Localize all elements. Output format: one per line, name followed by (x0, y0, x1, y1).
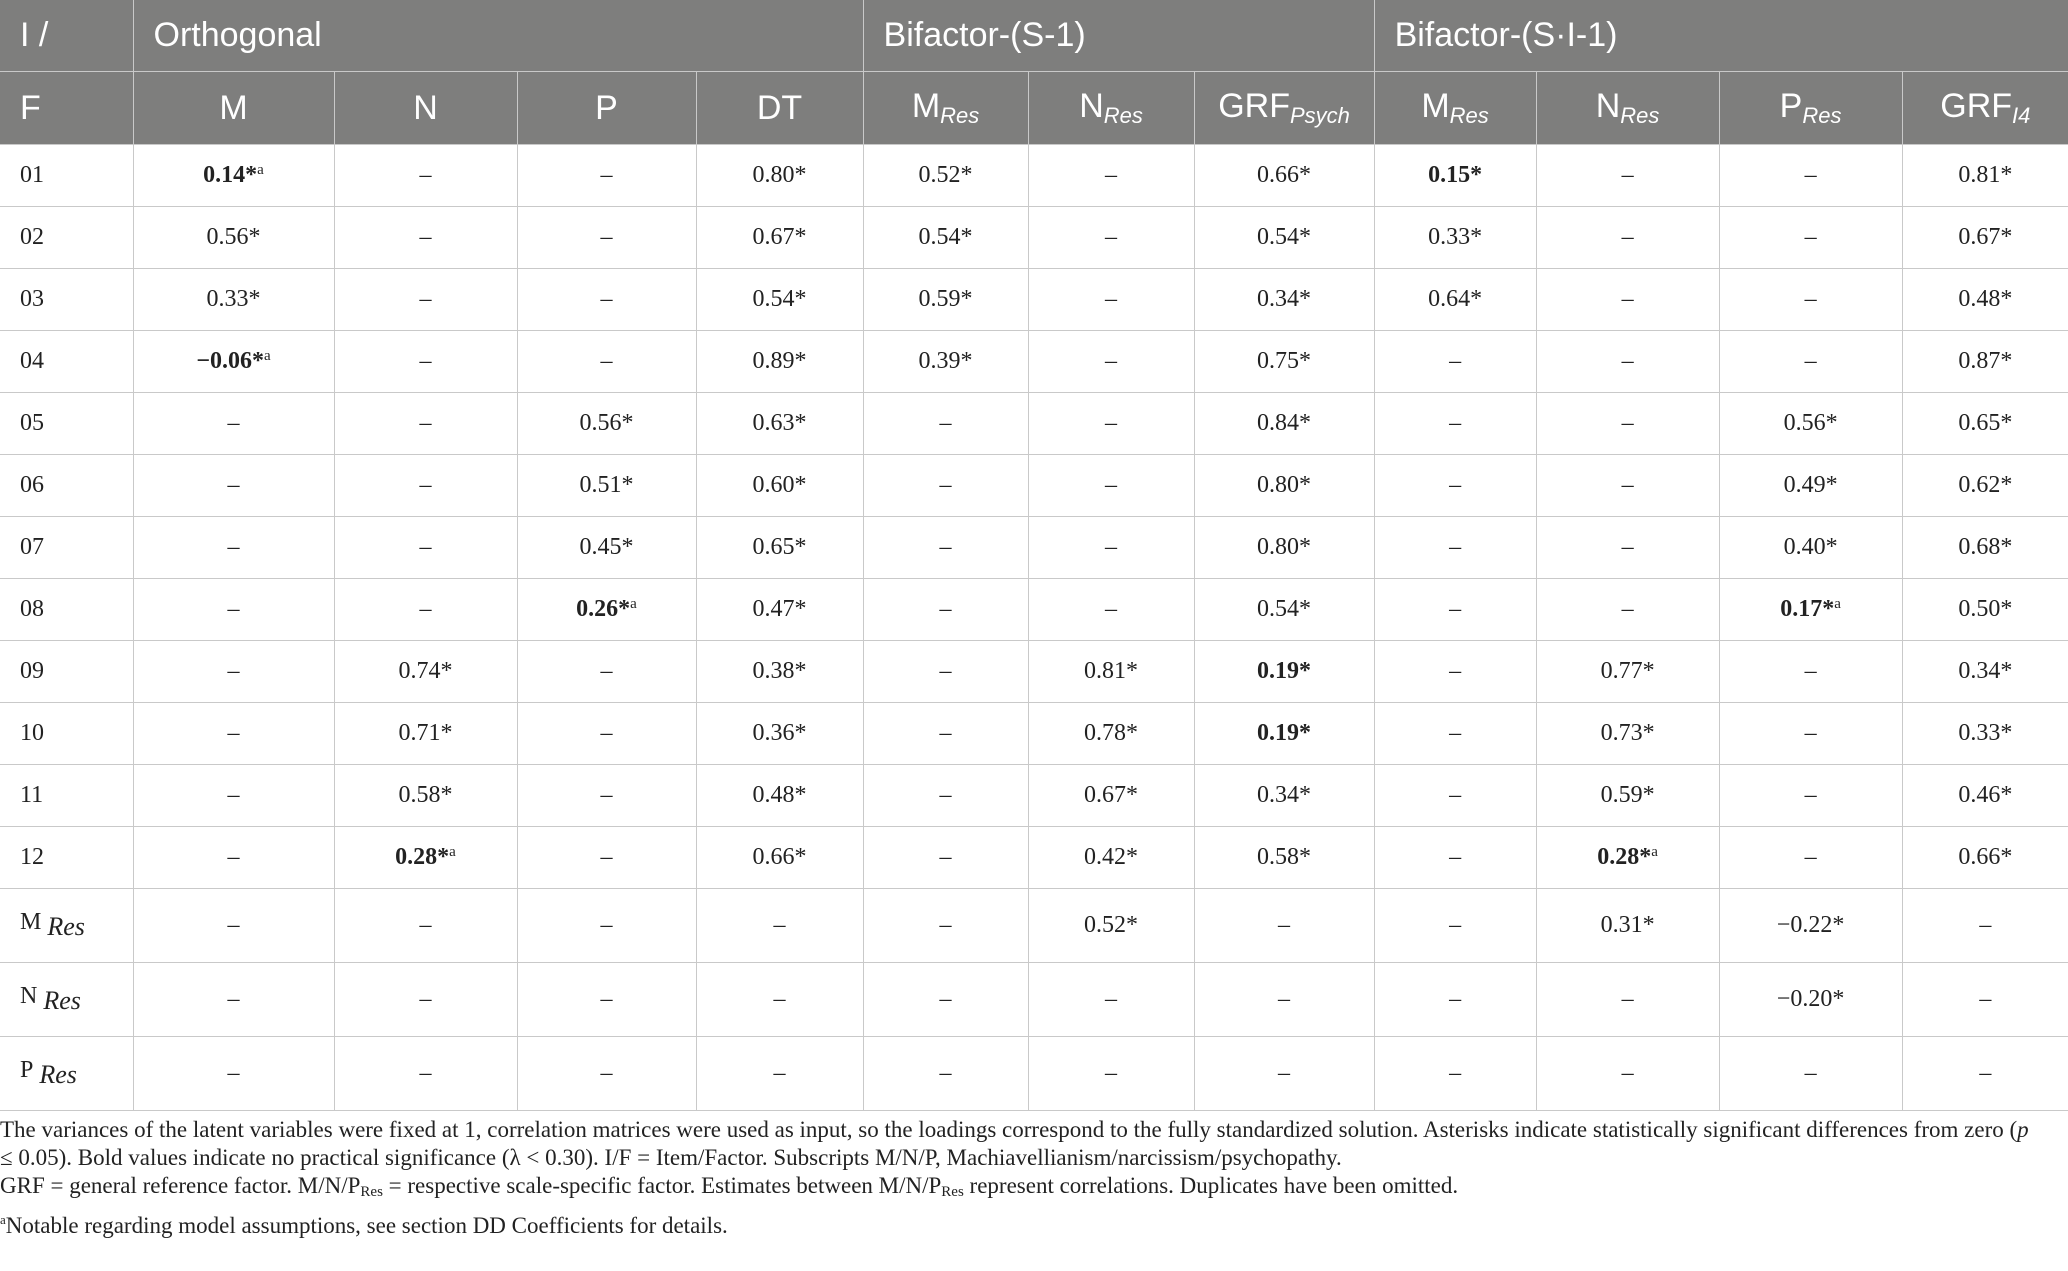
table-cell: – (1374, 517, 1536, 579)
table-cell: 0.28*$^a$ (334, 827, 517, 889)
table-cell: – (133, 393, 334, 455)
footnote-main: The variances of the latent variables were fixed at 1, correlation matrices were used as input, so the loadings correspond to the fully standardized solution. Asterisks indicate statistically significant differences from zero (p ≤ 0.05). Bold values indicate no practical significance (λ < 0.30). I/F = Item/Factor. Subscripts M/N/P, Machiavellianism/narcissism/psychopathy. GRF = general reference factor. M/N/PRes = respective scale-specific factor. Estimates between M/N/PRes represent correlations. Duplicates have been omitted. (0, 1117, 2029, 1200)
table-cell: 0.68* (1902, 517, 2068, 579)
table-cell: – (863, 517, 1028, 579)
table-cell: – (1028, 331, 1194, 393)
table-cell: – (1028, 963, 1194, 1037)
table-cell: 0.80* (1194, 455, 1374, 517)
table-cell: 0.47* (696, 579, 863, 641)
table-cell: 0.33* (1902, 703, 2068, 765)
table-row (0, 269, 2068, 331)
row-label: 05 (0, 393, 133, 455)
group-bifactor-si1: Bifactor-(S·I-1) (1374, 0, 2068, 72)
table-row (0, 703, 2068, 765)
table-cell: 0.38* (696, 641, 863, 703)
table-cell: – (1028, 517, 1194, 579)
group-orthogonal: Orthogonal (133, 0, 863, 72)
table-cell: 0.58* (334, 765, 517, 827)
table-cell: – (1374, 641, 1536, 703)
table-cell: 0.33* (1374, 207, 1536, 269)
table-cell: – (517, 1037, 696, 1111)
table-cell: −0.22* (1719, 889, 1902, 963)
table-cell: – (133, 517, 334, 579)
column-header-m-res-7: $M_{Res}$ (1374, 72, 1536, 145)
table-row (0, 765, 2068, 827)
column-header-row (0, 72, 2068, 145)
table-cell: – (133, 579, 334, 641)
table-cell: – (1374, 827, 1536, 889)
column-header-m-res-4: $M_{Res}$ (863, 72, 1028, 145)
table-cell: – (1536, 393, 1719, 455)
table-cell: 0.51* (517, 455, 696, 517)
group-bifactor-s1: Bifactor-(S-1) (863, 0, 1374, 72)
table-cell: 0.26*$^a$ (517, 579, 696, 641)
table-cell: – (517, 963, 696, 1037)
table-cell: – (1374, 765, 1536, 827)
table-cell: – (1374, 963, 1536, 1037)
table-cell: – (1028, 269, 1194, 331)
group-header-row (0, 0, 2068, 72)
column-header-n-res-5: $N_{Res}$ (1028, 72, 1194, 145)
table-cell: 0.84* (1194, 393, 1374, 455)
table-cell: 0.65* (1902, 393, 2068, 455)
table-cell: 0.46* (1902, 765, 2068, 827)
table-cell: – (1902, 889, 2068, 963)
column-header-grf-psych-6: $GRF_{Psych}$ (1194, 72, 1374, 145)
table-cell: – (517, 207, 696, 269)
table-cell: – (334, 963, 517, 1037)
table-cell: – (696, 963, 863, 1037)
table-cell: 0.48* (696, 765, 863, 827)
table-row (0, 889, 2068, 963)
table-cell: – (334, 331, 517, 393)
table-row (0, 963, 2068, 1037)
table-row (0, 145, 2068, 207)
table-cell: 0.66* (696, 827, 863, 889)
table-cell: – (1719, 827, 1902, 889)
table-cell: – (1536, 517, 1719, 579)
table-cell: – (133, 827, 334, 889)
table-cell: – (1028, 207, 1194, 269)
table-cell: 0.80* (1194, 517, 1374, 579)
table-cell: 0.63* (696, 393, 863, 455)
table-cell: – (334, 207, 517, 269)
table-cell: – (696, 889, 863, 963)
table-cell: – (517, 827, 696, 889)
table-cell: 0.54* (1194, 579, 1374, 641)
table-cell: −0.06*$^a$ (133, 331, 334, 393)
table-cell: 0.17*$^a$ (1719, 579, 1902, 641)
table-row (0, 207, 2068, 269)
footnote-note-a: $^a$Notable regarding model assumptions, see section DD Coefficients for details. (0, 1212, 728, 1238)
table-cell: – (133, 455, 334, 517)
table-cell: – (863, 1037, 1028, 1111)
table-cell: – (1902, 1037, 2068, 1111)
table-cell: – (1719, 331, 1902, 393)
table-cell: – (1536, 579, 1719, 641)
table-cell: 0.34* (1194, 765, 1374, 827)
row-label: 03 (0, 269, 133, 331)
row-label: M Res (0, 889, 133, 963)
table-cell: – (1374, 579, 1536, 641)
table-cell: 0.75* (1194, 331, 1374, 393)
row-label: 01 (0, 145, 133, 207)
table-cell: 0.54* (1194, 207, 1374, 269)
table-cell: – (517, 331, 696, 393)
table-cell: – (334, 145, 517, 207)
table-cell: 0.15* (1374, 145, 1536, 207)
table-cell: – (1536, 455, 1719, 517)
column-header-n-res-8: $N_{Res}$ (1536, 72, 1719, 145)
table-row (0, 517, 2068, 579)
row-label: 09 (0, 641, 133, 703)
table-cell: – (1028, 393, 1194, 455)
table-cell: – (1719, 145, 1902, 207)
table-cell: 0.56* (517, 393, 696, 455)
table-cell: – (1028, 1037, 1194, 1111)
table-cell: 0.81* (1902, 145, 2068, 207)
table-cell: 0.60* (696, 455, 863, 517)
table-cell: – (1536, 331, 1719, 393)
table-cell: – (334, 517, 517, 579)
table-cell: 0.50* (1902, 579, 2068, 641)
row-label: 11 (0, 765, 133, 827)
table-cell: – (517, 641, 696, 703)
table-cell: 0.81* (1028, 641, 1194, 703)
table-cell: – (517, 269, 696, 331)
row-label: 02 (0, 207, 133, 269)
table-cell: 0.34* (1902, 641, 2068, 703)
table-cell: 0.33* (133, 269, 334, 331)
table-cell: – (133, 1037, 334, 1111)
table-cell: 0.58* (1194, 827, 1374, 889)
table-cell: – (133, 963, 334, 1037)
table-row (0, 641, 2068, 703)
column-header-dt-3: DT (696, 72, 863, 145)
table-cell: 0.78* (1028, 703, 1194, 765)
table-cell: – (1536, 269, 1719, 331)
table-cell: – (517, 703, 696, 765)
table-cell: – (1719, 765, 1902, 827)
table-cell: 0.73* (1536, 703, 1719, 765)
table-cell: – (863, 393, 1028, 455)
table-cell: 0.56* (1719, 393, 1902, 455)
table-cell: 0.52* (863, 145, 1028, 207)
table-row (0, 331, 2068, 393)
table-cell: – (1536, 1037, 1719, 1111)
table-cell: 0.74* (334, 641, 517, 703)
row-label: 07 (0, 517, 133, 579)
table-row (0, 393, 2068, 455)
corner-label-bottom: F (0, 72, 133, 145)
table-cell: – (1719, 1037, 1902, 1111)
row-label: 08 (0, 579, 133, 641)
table-cell: 0.62* (1902, 455, 2068, 517)
table-cell: 0.49* (1719, 455, 1902, 517)
table-cell: – (1902, 963, 2068, 1037)
table-cell: 0.66* (1902, 827, 2068, 889)
table-cell: – (863, 579, 1028, 641)
row-label: 12 (0, 827, 133, 889)
table-cell: – (1194, 1037, 1374, 1111)
column-header-n-1: N (334, 72, 517, 145)
table-cell: 0.54* (863, 207, 1028, 269)
table-cell: 0.52* (1028, 889, 1194, 963)
table-cell: 0.56* (133, 207, 334, 269)
table-cell: – (1374, 703, 1536, 765)
table-cell: – (517, 145, 696, 207)
table-cell: – (1374, 1037, 1536, 1111)
table-cell: – (334, 393, 517, 455)
table-cell: – (1719, 269, 1902, 331)
row-label: 06 (0, 455, 133, 517)
table-cell: 0.36* (696, 703, 863, 765)
table-cell: – (1374, 393, 1536, 455)
table-cell: – (334, 889, 517, 963)
table-cell: – (133, 703, 334, 765)
table-body (0, 145, 2068, 1111)
table-cell: 0.80* (696, 145, 863, 207)
table-cell: – (517, 765, 696, 827)
table-cell: – (334, 455, 517, 517)
table-cell: – (863, 889, 1028, 963)
table-cell: 0.67* (1028, 765, 1194, 827)
table-cell: 0.71* (334, 703, 517, 765)
table-cell: – (1374, 455, 1536, 517)
table-cell: – (696, 1037, 863, 1111)
table-cell: – (133, 889, 334, 963)
table-cell: 0.67* (1902, 207, 2068, 269)
column-header-p-2: P (517, 72, 696, 145)
table-cell: – (1719, 641, 1902, 703)
table-cell: 0.14*$^a$ (133, 145, 334, 207)
table-cell: – (863, 827, 1028, 889)
table-cell: – (1536, 963, 1719, 1037)
table-cell: – (1536, 145, 1719, 207)
table-row (0, 827, 2068, 889)
table-cell: – (334, 269, 517, 331)
table-cell: 0.34* (1194, 269, 1374, 331)
table-cell: – (334, 579, 517, 641)
table-footnote (0, 1116, 2040, 1240)
table-cell: 0.89* (696, 331, 863, 393)
table-cell: 0.59* (863, 269, 1028, 331)
table-cell: 0.40* (1719, 517, 1902, 579)
column-header-grf-i4-10: $GRF_{I4}$ (1902, 72, 2068, 145)
table-row (0, 579, 2068, 641)
table-cell: 0.31* (1536, 889, 1719, 963)
table-cell: 0.77* (1536, 641, 1719, 703)
table-cell: 0.19* (1194, 703, 1374, 765)
table-cell: 0.67* (696, 207, 863, 269)
table-cell: 0.66* (1194, 145, 1374, 207)
table-cell: – (1374, 889, 1536, 963)
row-label: P Res (0, 1037, 133, 1111)
row-label: N Res (0, 963, 133, 1037)
row-label: 04 (0, 331, 133, 393)
corner-label-top: I / (0, 0, 133, 72)
table-row (0, 1037, 2068, 1111)
table-cell: – (863, 765, 1028, 827)
table-cell: – (133, 641, 334, 703)
table-cell: – (1028, 145, 1194, 207)
table-cell: 0.19* (1194, 641, 1374, 703)
table-cell: – (1194, 889, 1374, 963)
table-cell: 0.65* (696, 517, 863, 579)
table-cell: – (863, 963, 1028, 1037)
table-cell: – (517, 889, 696, 963)
table-cell: – (863, 703, 1028, 765)
table-cell: 0.87* (1902, 331, 2068, 393)
table-cell: 0.39* (863, 331, 1028, 393)
table-cell: 0.45* (517, 517, 696, 579)
table-cell: – (1028, 455, 1194, 517)
row-label: 10 (0, 703, 133, 765)
table-row (0, 455, 2068, 517)
table-cell: 0.54* (696, 269, 863, 331)
table-cell: – (1719, 703, 1902, 765)
table-cell: −0.20* (1719, 963, 1902, 1037)
table-cell: – (1374, 331, 1536, 393)
table-cell: 0.42* (1028, 827, 1194, 889)
table-cell: – (334, 1037, 517, 1111)
table-cell: – (1719, 207, 1902, 269)
table-cell: – (863, 455, 1028, 517)
table-cell: 0.48* (1902, 269, 2068, 331)
table-cell: 0.59* (1536, 765, 1719, 827)
column-header-m-0: M (133, 72, 334, 145)
table-cell: – (133, 765, 334, 827)
table-cell: – (1194, 963, 1374, 1037)
table-cell: – (863, 641, 1028, 703)
table-cell: – (1028, 579, 1194, 641)
table-cell: 0.64* (1374, 269, 1536, 331)
table-cell: 0.28*$^a$ (1536, 827, 1719, 889)
column-header-p-res-9: $P_{Res}$ (1719, 72, 1902, 145)
table-cell: – (1536, 207, 1719, 269)
